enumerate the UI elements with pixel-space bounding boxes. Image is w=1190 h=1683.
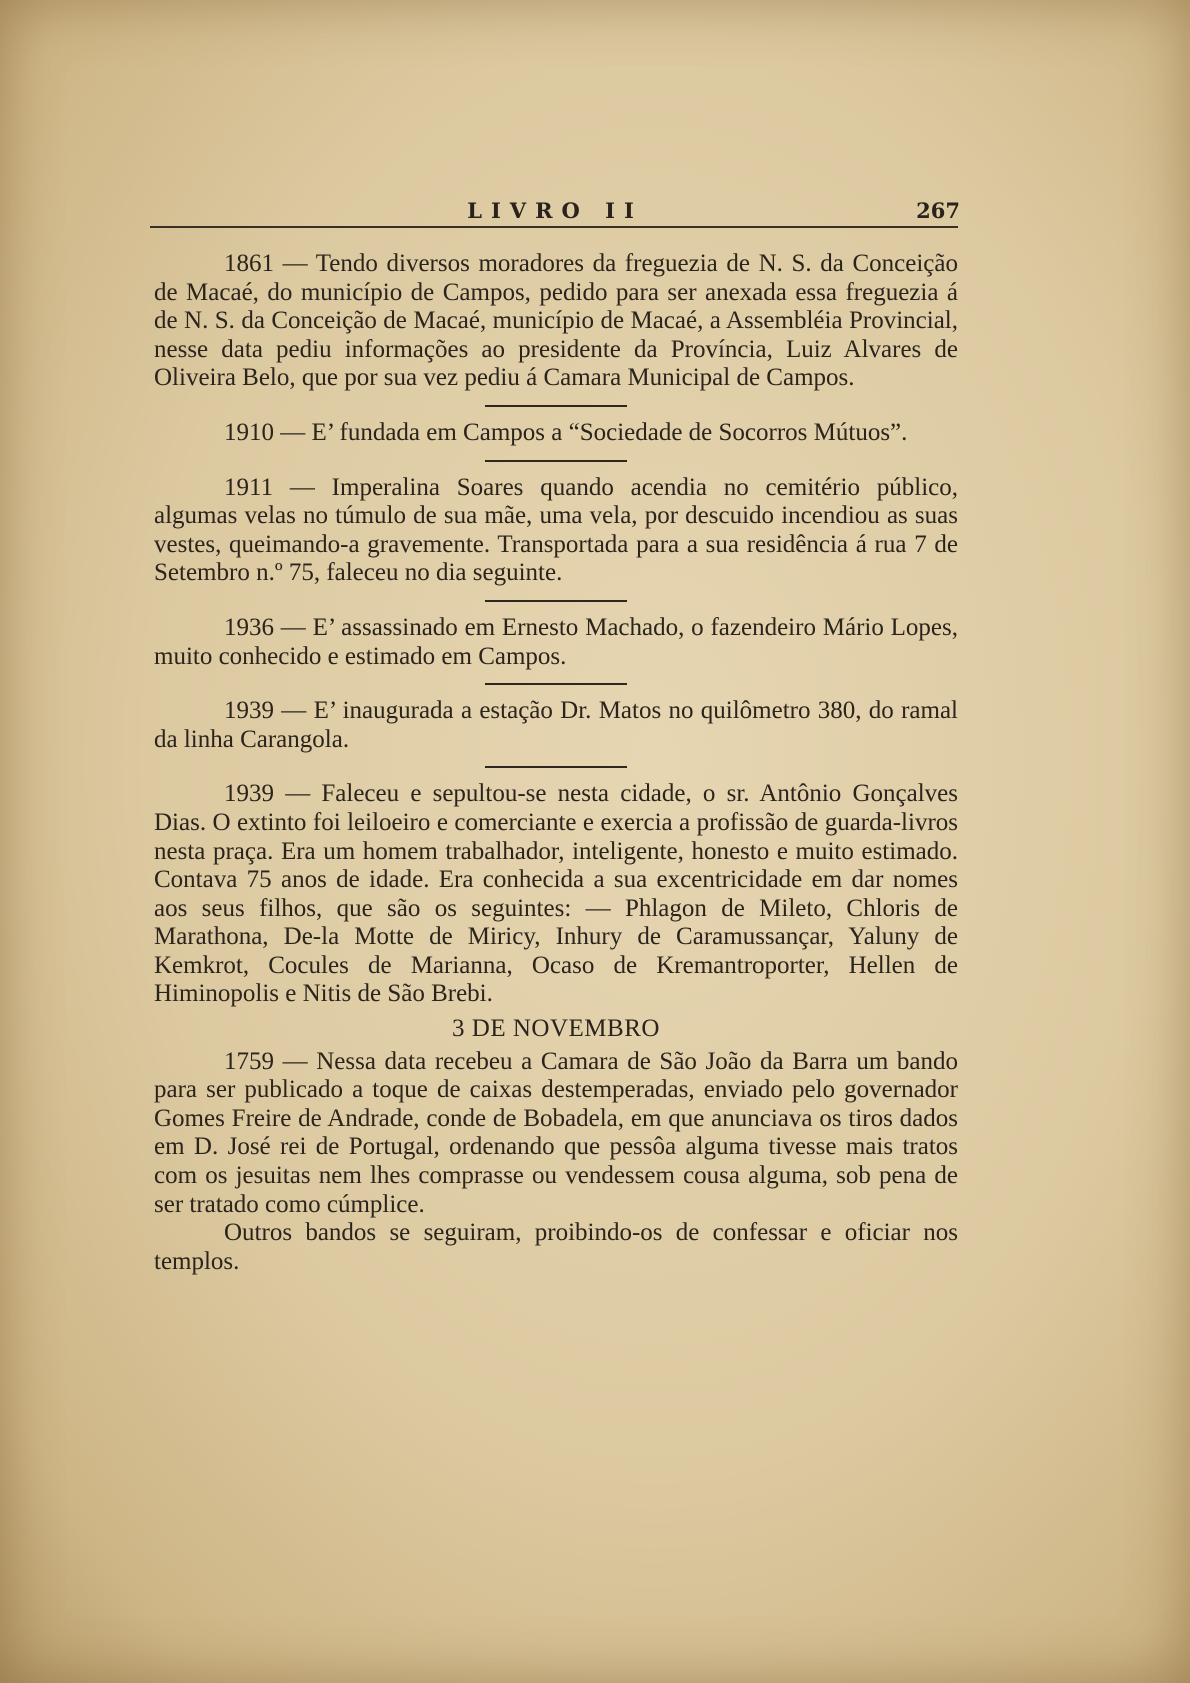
entry-1759-continuation: Outros bandos se seguiram, proibindo-os de confessar e oficiar nos templos.: [154, 1219, 958, 1275]
section-heading: 3 DE NOVEMBRO: [452, 1015, 660, 1043]
header-rule: [150, 226, 958, 228]
entry-separator: [485, 600, 627, 602]
entry-1910: 1910 — E’ fundada em Campos a “Sociedade de Socorros Mútuos”.: [224, 418, 908, 446]
entry-1939-station: 1939 — E’ inaugurada a estação Dr. Matos no quilômetro 380, do ramal da linha Carangola.: [154, 697, 958, 753]
entry-separator: [485, 405, 627, 407]
entry-1759: 1759 — Nessa data recebeu a Camara de São João da Barra um bando para ser publicado a toque de caixas destemperadas, enviado pelo governador Gomes Freire de Andrade, conde de Bobadela, em que anunciava os tiros dados em D. José rei de Portugal, ordenando que pessôa alguma tivesse mais tratos com os jesuitas nem lhes comprasse ou vendessem cousa alguma, sob pena de ser tratado como cúmplice.: [154, 1047, 958, 1218]
page-body: [154, 250, 958, 1276]
entry-1861: 1861 — Tendo diversos moradores da freguezia de N. S. da Conceição de Macaé, do município de Campos, pedido para ser anexada essa freguezia á de N. S. da Conceição de Macaé, município de Macaé, a Assembléia Provincial, nesse data pediu informações ao presidente da Província, Luiz Alvares de Oliveira Belo, que por sua vez pediu á Camara Municipal de Campos.: [154, 250, 958, 392]
entry-separator: [485, 683, 627, 685]
entry-1936: 1936 — E’ assassinado em Ernesto Machado, o fazendeiro Mário Lopes, muito conhecido e estimado em Campos.: [154, 613, 958, 670]
running-header: [150, 198, 960, 228]
page-number: 267: [916, 198, 960, 223]
entry-separator: [485, 460, 627, 462]
entry-1939-obituary: 1939 — Faleceu e sepultou-se nesta cidade, o sr. Antônio Gonçalves Dias. O extinto foi leiloeiro e comerciante e exercia a profissão de guarda-livros nesta praça. Era um homem trabalhador, inteligente, honesto e muito estimado. Contava 75 anos de idade. Era conhecida a sua excentricidade em dar nomes aos seus filhos, que são os seguintes: — Phlagon de Mileto, Chloris de Marathona, De-la Motte de Miricy, Inhury de Caramussançar, Yaluny de Kemkrot, Cocules de Marianna, Ocaso de Kremantroporter, Hellen de Himinopolis e Nitis de São Brebi.: [154, 780, 958, 1008]
entry-1911: 1911 — Imperalina Soares quando acendia no cemitério público, algumas velas no túmulo de sua mãe, uma vela, por descuido incendiou as suas vestes, queimando-a gravemente. Transportada para a sua residência á rua 7 de Setembro n.º 75, faleceu no dia seguinte.: [154, 473, 958, 587]
entry-separator: [485, 766, 627, 768]
running-header-title: LIVRO II: [467, 198, 643, 223]
